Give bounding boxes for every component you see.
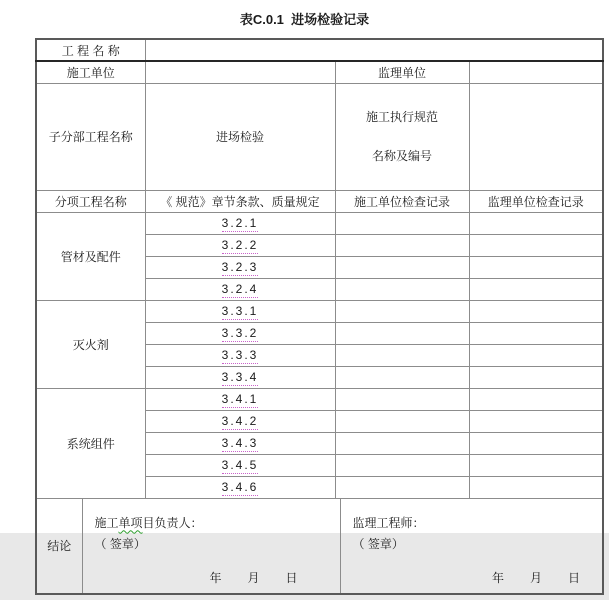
supervision-check-cell[interactable]	[469, 212, 603, 234]
construction-check-cell[interactable]	[335, 344, 469, 366]
construction-check-cell[interactable]	[335, 256, 469, 278]
year-label: 年	[491, 570, 504, 585]
supervision-signer-label: 监理工程师：	[352, 515, 425, 530]
supervision-unit-label: 监理单位	[335, 61, 469, 83]
supervision-seal-label: （ 签章）	[352, 536, 404, 551]
clause-code-cell	[145, 410, 335, 432]
month-label: 月	[529, 570, 542, 585]
supervision-check-cell[interactable]	[469, 344, 603, 366]
clause-code: 3.2.2	[221, 238, 259, 252]
spec-label-line1: 施工执行规范	[366, 109, 439, 124]
construction-check-cell[interactable]	[335, 454, 469, 476]
supervision-check-cell[interactable]	[469, 388, 603, 410]
construction-check-cell[interactable]	[335, 300, 469, 322]
conclusion-label: 结论	[36, 498, 82, 594]
year-label: 年	[209, 570, 222, 585]
clause-code: 3.3.2	[221, 326, 259, 340]
clause-code: 3.2.1	[221, 216, 259, 230]
clause-code-cell	[145, 454, 335, 476]
clause-code-cell	[145, 476, 335, 498]
construction-signature-cell[interactable]	[82, 498, 340, 594]
supervision-check-label: 监理单位检查记录	[469, 190, 603, 212]
group-label-extinguishing-agent: 灭火剂	[36, 300, 145, 388]
item-name-label: 分项工程名称	[36, 190, 145, 212]
clause-code: 3.4.6	[221, 480, 259, 494]
construction-check-cell[interactable]	[335, 234, 469, 256]
sub-division-value: 进场检验	[145, 83, 335, 190]
construction-check-cell[interactable]	[335, 212, 469, 234]
supervision-check-cell[interactable]	[469, 410, 603, 432]
clause-code: 3.4.5	[221, 458, 259, 472]
clause-code-cell	[145, 278, 335, 300]
clause-code-cell	[145, 432, 335, 454]
inspection-record-table	[35, 38, 604, 595]
construction-seal-label: （ 签章）	[94, 536, 146, 551]
construction-unit-value-cell[interactable]	[145, 61, 335, 83]
construction-check-cell[interactable]	[335, 476, 469, 498]
day-label: 日	[285, 570, 298, 585]
construction-signer-label: 施工单项目负责人：	[94, 515, 203, 530]
supervision-check-cell[interactable]	[469, 476, 603, 498]
day-label: 日	[568, 570, 581, 585]
supervision-check-cell[interactable]	[469, 366, 603, 388]
clause-code-cell	[145, 322, 335, 344]
clause-code-cell	[145, 212, 335, 234]
sub-division-label: 子分部工程名称	[36, 83, 145, 190]
clause-code: 3.4.2	[221, 414, 259, 428]
clause-code: 3.3.1	[221, 304, 259, 318]
clause-code-cell	[145, 388, 335, 410]
group-label-pipes: 管材及配件	[36, 212, 145, 300]
clause-code-cell	[145, 256, 335, 278]
spec-label-line2: 名称及编号	[372, 148, 433, 163]
document-title: 表C.0.1 进场检验记录	[239, 12, 370, 27]
clause-code: 3.3.4	[221, 370, 259, 384]
clause-code: 3.2.3	[221, 260, 259, 274]
clause-code-cell	[145, 344, 335, 366]
construction-check-cell[interactable]	[335, 322, 469, 344]
clause-code-cell	[145, 300, 335, 322]
supervision-check-cell[interactable]	[469, 278, 603, 300]
clause-column-label: 《 规范》章节条款、质量规定	[145, 190, 335, 212]
clause-code: 3.3.3	[221, 348, 259, 362]
construction-date-line	[95, 555, 340, 600]
supervision-check-cell[interactable]	[469, 256, 603, 278]
project-name-value-cell[interactable]	[145, 39, 603, 61]
supervision-date-line	[353, 555, 603, 600]
construction-unit-label: 施工单位	[36, 61, 145, 83]
clause-code: 3.2.4	[221, 282, 259, 296]
supervision-check-cell[interactable]	[469, 454, 603, 476]
group-label-system-components: 系统组件	[36, 388, 145, 498]
construction-check-cell[interactable]	[335, 366, 469, 388]
construction-check-cell[interactable]	[335, 410, 469, 432]
clause-code: 3.4.1	[221, 392, 259, 406]
clause-code-cell	[145, 366, 335, 388]
construction-check-cell[interactable]	[335, 388, 469, 410]
clause-code: 3.4.3	[221, 436, 259, 450]
supervision-signature-cell[interactable]	[340, 498, 603, 594]
clause-code-cell	[145, 234, 335, 256]
supervision-check-cell[interactable]	[469, 300, 603, 322]
supervision-check-cell[interactable]	[469, 322, 603, 344]
spec-name-number-value-cell[interactable]	[469, 83, 603, 190]
supervision-check-cell[interactable]	[469, 234, 603, 256]
supervision-unit-value-cell[interactable]	[469, 61, 603, 83]
project-name-label: 工 程 名 称	[36, 39, 145, 61]
construction-check-cell[interactable]	[335, 432, 469, 454]
construction-check-label: 施工单位检查记录	[335, 190, 469, 212]
supervision-check-cell[interactable]	[469, 432, 603, 454]
month-label: 月	[247, 570, 260, 585]
spec-name-number-label	[335, 83, 469, 190]
construction-check-cell[interactable]	[335, 278, 469, 300]
grammar-squiggle-text: 单项	[118, 515, 143, 530]
